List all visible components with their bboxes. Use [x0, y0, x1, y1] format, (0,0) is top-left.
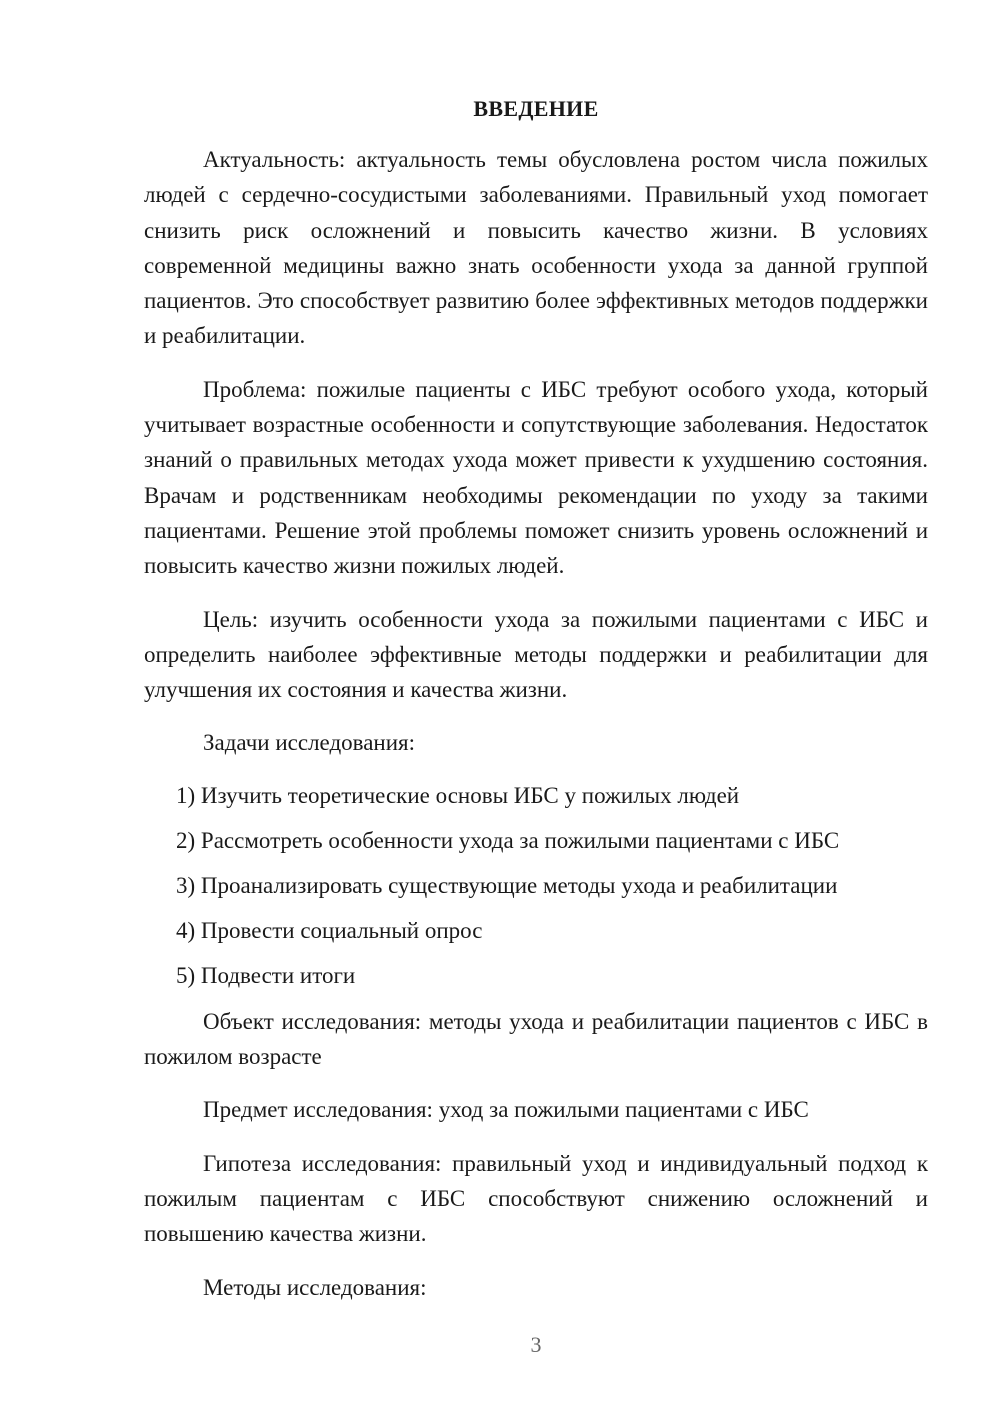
paragraph-goal: Цель: изучить особенности ухода за пожилыми пациентами с ИБС и определить наиболее эффективные методы поддержки и реабилитации для улучшения их состояния и качества жизни. — [144, 606, 928, 703]
paragraph-problem: Проблема: пожилые пациенты с ИБС требуют особого ухода, который учитывает возрастные особенности и сопутствующие заболевания. Недостаток знаний о правильных методах ухода может привести к ухудшению состояния. Врачам и родственникам необходимы рекомендации по уходу за такими пациентами. Решение этой проблемы поможет снизить уровень осложнений и повысить качество жизни пожилых людей. — [144, 376, 928, 579]
list-item: 2) Рассмотреть особенности ухода за пожилыми пациентами с ИБС — [176, 827, 840, 853]
list-item: 5) Подвести итоги — [176, 962, 356, 988]
tasks-list — [144, 779, 928, 992]
paragraph-relevance: Актуальность: актуальность темы обусловлена ростом числа пожилых людей с сердечно-сосудистыми заболеваниями. Правильный уход помогает снизить риск осложнений и повысить качество жизни. В условиях современной медицины важно знать особенности ухода за данной группой пациентов. Это способствует развитию более эффективных методов поддержки и реабилитации. — [144, 147, 928, 349]
page-title: ВВЕДЕНИЕ — [473, 96, 599, 121]
page-content — [144, 142, 928, 1323]
list-item: 1) Изучить теоретические основы ИБС у пожилых людей — [176, 782, 740, 808]
list-item: 4) Провести социальный опрос — [176, 917, 483, 943]
paragraph-subject: Предмет исследования: уход за пожилыми пациентами с ИБС — [203, 1097, 809, 1123]
list-item: 3) Проанализировать существующие методы ухода и реабилитации — [176, 872, 838, 898]
paragraph-object: Объект исследования: методы ухода и реабилитации пациентов с ИБС в пожилом возрасте — [144, 1008, 928, 1070]
page-number: 3 — [530, 1332, 542, 1357]
methods-heading: Методы исследования: — [203, 1274, 427, 1300]
paragraph-hypothesis: Гипотеза исследования: правильный уход и индивидуальный подход к пожилым пациентам с ИБС способствуют снижению осложнений и повышению качества жизни. — [144, 1150, 928, 1247]
tasks-heading: Задачи исследования: — [203, 730, 416, 756]
